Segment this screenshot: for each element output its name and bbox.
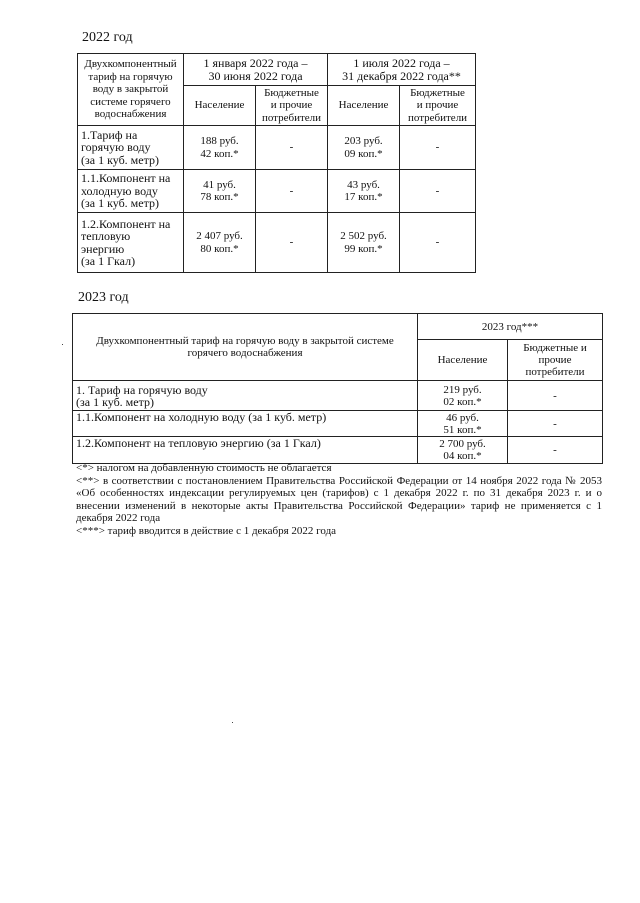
table-2023-header-row (73, 314, 603, 340)
table-2022-cell: 188 руб. 42 коп.* (184, 126, 256, 170)
table-2023-cell: - (508, 381, 603, 411)
tariff-table-2022 (77, 53, 476, 273)
table-2022-period1-header: 1 января 2022 года – 30 июня 2022 года (184, 54, 328, 86)
table-2022-cell: 203 руб. 09 коп.* (328, 126, 400, 170)
table-2022-cell: 41 руб. 78 коп.* (184, 170, 256, 213)
table-2022-cell: - (256, 170, 328, 213)
table-row (78, 170, 476, 213)
table-row (73, 411, 603, 437)
table-2022-row-label-header: Двухкомпонентный тариф на горячую воду в закрытой системе горячего водоснабжения (78, 54, 184, 126)
table-row (73, 437, 603, 464)
table-2022-p1-budget-header: Бюджетные и прочие потребители (256, 86, 328, 126)
table-2023-cell: - (508, 437, 603, 464)
table-2023-period-header: 2023 год*** (418, 314, 603, 340)
footnotes (76, 462, 602, 538)
table-2022-row-label: 1.1.Компонент на холодную воду (за 1 куб. метр) (78, 170, 184, 213)
table-2022-cell: - (400, 170, 476, 213)
scan-speck (232, 722, 233, 723)
table-2022-p2-population-header: Население (328, 86, 400, 126)
table-2023-budget-header: Бюджетные и прочие потребители (508, 340, 603, 381)
table-2022-cell: 2 502 руб. 99 коп.* (328, 213, 400, 273)
table-2023-row-label: 1.1.Компонент на холодную воду (за 1 куб. метр) (73, 411, 418, 437)
table-2022-p1-population-header: Население (184, 86, 256, 126)
table-2023-cell: 219 руб. 02 коп.* (418, 381, 508, 411)
table-2022-cell: - (400, 126, 476, 170)
table-row (78, 126, 476, 170)
table-2023-row-label: 1.2.Компонент на тепловую энергию (за 1 Гкал) (73, 437, 418, 464)
scan-speck (62, 344, 63, 345)
table-row (73, 381, 603, 411)
table-2023-population-header: Население (418, 340, 508, 381)
section-2023-title: 2023 год (78, 290, 129, 305)
table-2022-p2-budget-header: Бюджетные и прочие потребители (400, 86, 476, 126)
table-2023-cell: - (508, 411, 603, 437)
footnote-effective-date: <***> тариф вводится в действие с 1 декабря 2022 года (76, 524, 337, 537)
table-2023-row-label-header: Двухкомпонентный тариф на горячую воду в закрытой системе горячего водоснабжения (73, 314, 418, 381)
tariff-table-2023 (72, 313, 603, 464)
table-2022-cell: 43 руб. 17 коп.* (328, 170, 400, 213)
table-2022-cell: - (256, 213, 328, 273)
section-2022-title: 2022 год (82, 30, 133, 45)
table-2022-row-label: 1.2.Компонент на тепловую энергию (за 1 Гкал) (78, 213, 184, 273)
table-2022-cell: 2 407 руб. 80 коп.* (184, 213, 256, 273)
footnote-vat: <*> налогом на добавленную стоимость не облагается (76, 462, 332, 474)
table-2023-row-label: 1. Тариф на горячую воду (за 1 куб. метр) (73, 381, 418, 411)
footnote-resolution: <**> в соответствии с постановлением Правительства Российской Федерации от 14 ноября 2022 года № 2053 «Об особенностях индексации регулируемых цен (тарифов) с 1 декабря 2022 г. по 31 декабря 2023 г. и о внесении изменений в некоторые акты Правительства Российской Федерации» тариф не применяется с 1 декабря 2022 года (76, 474, 602, 525)
table-2022-header-row (78, 54, 476, 86)
table-2022-row-label: 1.Тариф на горячую воду (за 1 куб. метр) (78, 126, 184, 170)
table-2023-cell: 2 700 руб. 04 коп.* (418, 437, 508, 464)
table-2022-period2-header: 1 июля 2022 года – 31 декабря 2022 года** (328, 54, 476, 86)
table-2022-cell: - (256, 126, 328, 170)
table-2023-cell: 46 руб. 51 коп.* (418, 411, 508, 437)
table-row (78, 213, 476, 273)
table-2022-cell: - (400, 213, 476, 273)
